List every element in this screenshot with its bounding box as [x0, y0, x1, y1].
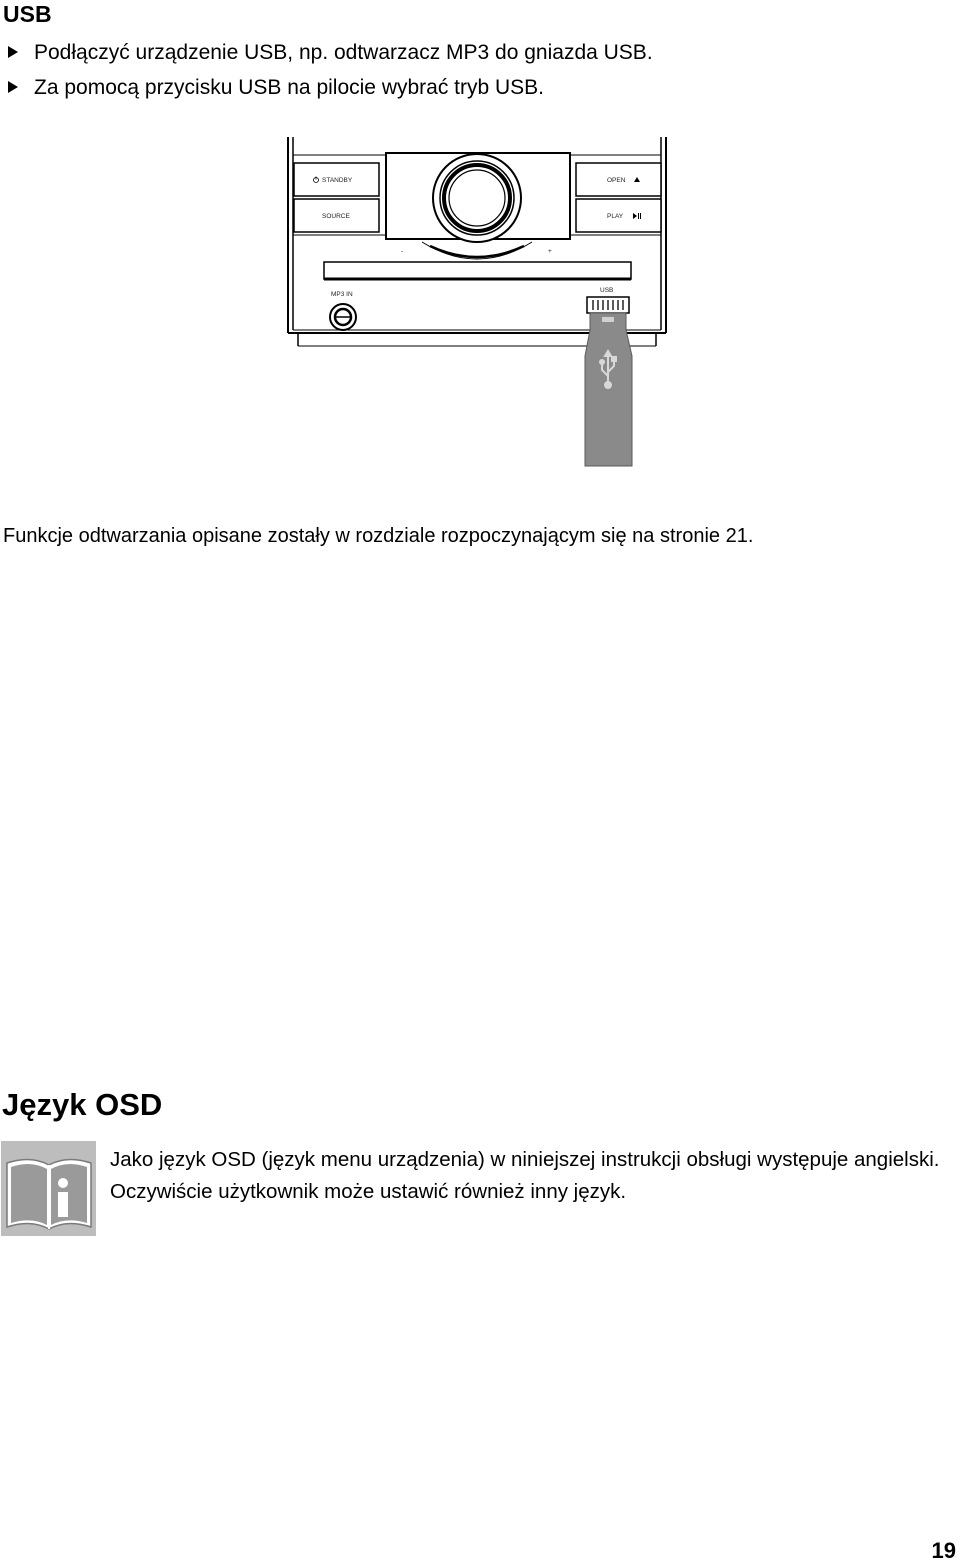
bullet-item — [8, 75, 544, 101]
usb-heading: USB — [3, 1, 52, 27]
note-line: Jako język OSD (język menu urządzenia) w niniejszej instrukcji obsługi występuje angielski. — [110, 1148, 940, 1171]
source-button — [294, 199, 379, 232]
standby-label: STANDBY — [322, 177, 353, 184]
play-button — [576, 199, 661, 232]
volume-knob — [433, 154, 521, 242]
volume-minus-label: - — [401, 248, 404, 255]
bullet-arrow-icon — [8, 46, 18, 58]
bullet-text: Podłączyć urządzenie USB, np. odtwarzacz MP3 do gniazda USB. — [34, 41, 653, 64]
osd-note — [110, 1145, 940, 1206]
source-label: SOURCE — [322, 213, 350, 220]
page-number: 19 — [931, 1538, 956, 1563]
mp3-in-label: MP3 IN — [331, 291, 353, 298]
volume-plus-label: + — [548, 248, 552, 255]
open-button — [576, 163, 661, 196]
info-book-icon — [1, 1141, 96, 1236]
note-line: Oczywiście użytkownik może ustawić również inny język. — [110, 1180, 627, 1203]
standby-button — [294, 163, 379, 196]
mp3-in-jack — [330, 304, 356, 330]
bullet-arrow-icon — [8, 81, 18, 93]
bullet-item — [8, 40, 653, 66]
osd-language-heading: Język OSD — [2, 1087, 163, 1122]
device-usb-illustration — [0, 130, 960, 475]
open-label: OPEN — [607, 177, 626, 184]
play-label: PLAY — [607, 213, 624, 220]
usb-port-label: USB — [600, 287, 614, 294]
bullet-text: Za pomocą przycisku USB na pilocie wybrać tryb USB. — [34, 76, 545, 99]
playback-reference-paragraph: Funkcje odtwarzania opisane zostały w rozdziale rozpoczynającym się na stronie 21. — [3, 525, 754, 547]
usb-stick — [585, 297, 632, 466]
